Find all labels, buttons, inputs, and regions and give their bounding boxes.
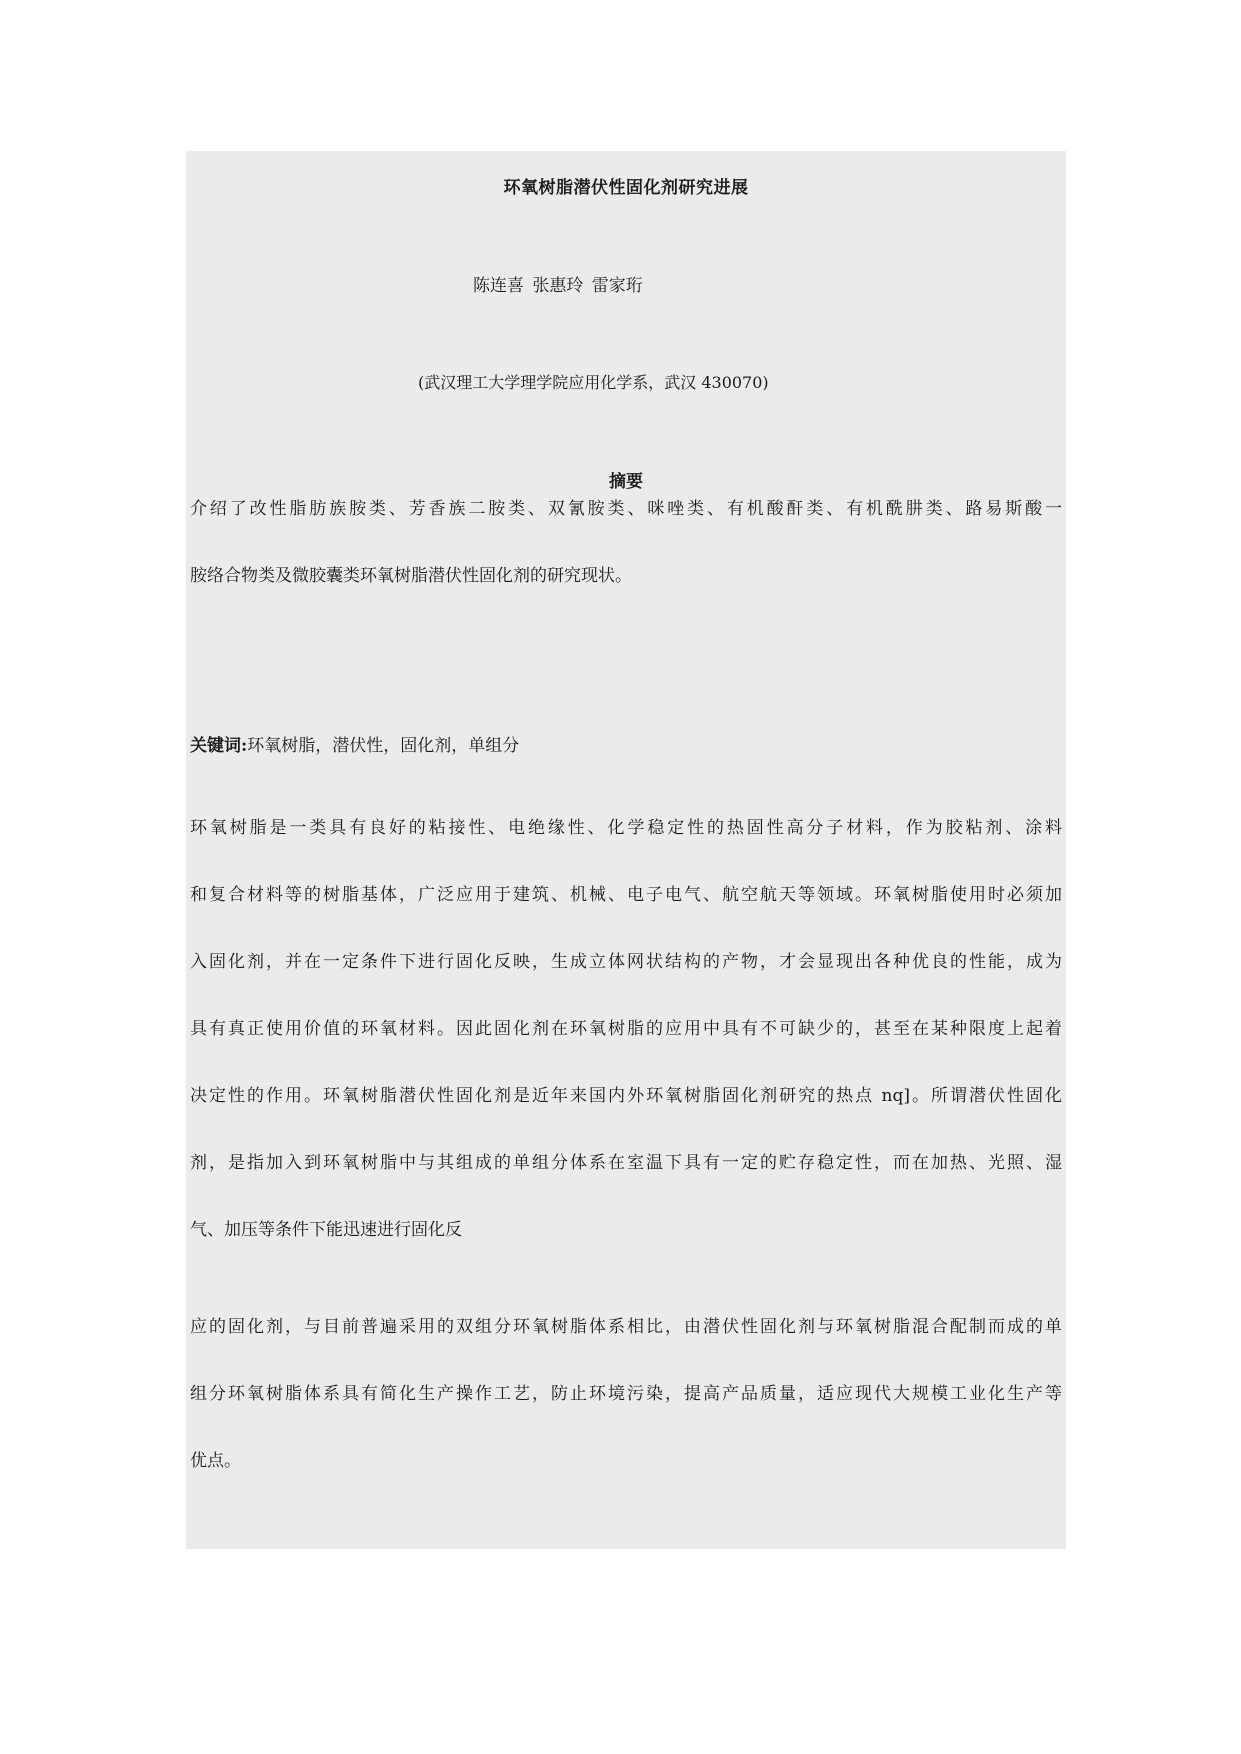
body-line: 入固化剂，并在一定条件下进行固化反映，生成立体网状结构的产物，才会显现出各种优良的性能，成为 xyxy=(190,952,1062,972)
body-line: 和复合材料等的树脂基体，广泛应用于建筑、机械、电子电气、航空航天等领域。环氧树脂使用时必须加 xyxy=(190,885,1062,905)
paper-title: 环氧树脂潜伏性固化剂研究进展 xyxy=(503,178,749,198)
keywords-text: 环氧树脂，潜伏性，固化剂，单组分 xyxy=(247,736,520,756)
body-line: 优点。 xyxy=(190,1451,241,1471)
abstract-heading: 摘要 xyxy=(609,472,643,492)
keywords-label: 关键词: xyxy=(190,736,248,756)
abstract-line: 介绍了改性脂肪族胺类、芳香族二胺类、双氰胺类、咪唑类、有机酸酐类、有机酰肼类、路易斯酸一 xyxy=(190,499,1062,519)
body-line: 剂，是指加入到环氧树脂中与其组成的单组分体系在室温下具有一定的贮存稳定性，而在加热、光照、湿 xyxy=(190,1153,1062,1173)
author-list: 陈连喜 张惠玲 雷家珩 xyxy=(473,276,643,296)
author-affiliation: (武汉理工大学理学院应用化学系，武汉 430070) xyxy=(418,373,769,392)
body-line: 具有真正使用价值的环氧材料。因此固化剂在环氧树脂的应用中具有不可缺少的，甚至在某种限度上起着 xyxy=(190,1019,1062,1039)
body-line: 应的固化剂，与目前普遍采用的双组分环氧树脂体系相比，由潜伏性固化剂与环氧树脂混合配制而成的单 xyxy=(190,1317,1062,1337)
body-line: 环氧树脂是一类具有良好的粘接性、电绝缘性、化学稳定性的热固性高分子材料，作为胶粘剂、涂料 xyxy=(190,818,1062,838)
keywords xyxy=(190,731,519,756)
abstract-line: 胺络合物类及微胶囊类环氧树脂潜伏性固化剂的研究现状。 xyxy=(190,566,632,586)
body-line: 气、加压等条件下能迅速进行固化反 xyxy=(190,1220,462,1240)
body-line: 决定性的作用。环氧树脂潜伏性固化剂是近年来国内外环氧树脂固化剂研究的热点 nq]。所谓潜伏性固化 xyxy=(190,1086,1062,1106)
document-page xyxy=(186,151,1066,1549)
body-line: 组分环氧树脂体系具有简化生产操作工艺，防止环境污染，提高产品质量，适应现代大规模工业化生产等 xyxy=(190,1384,1062,1404)
